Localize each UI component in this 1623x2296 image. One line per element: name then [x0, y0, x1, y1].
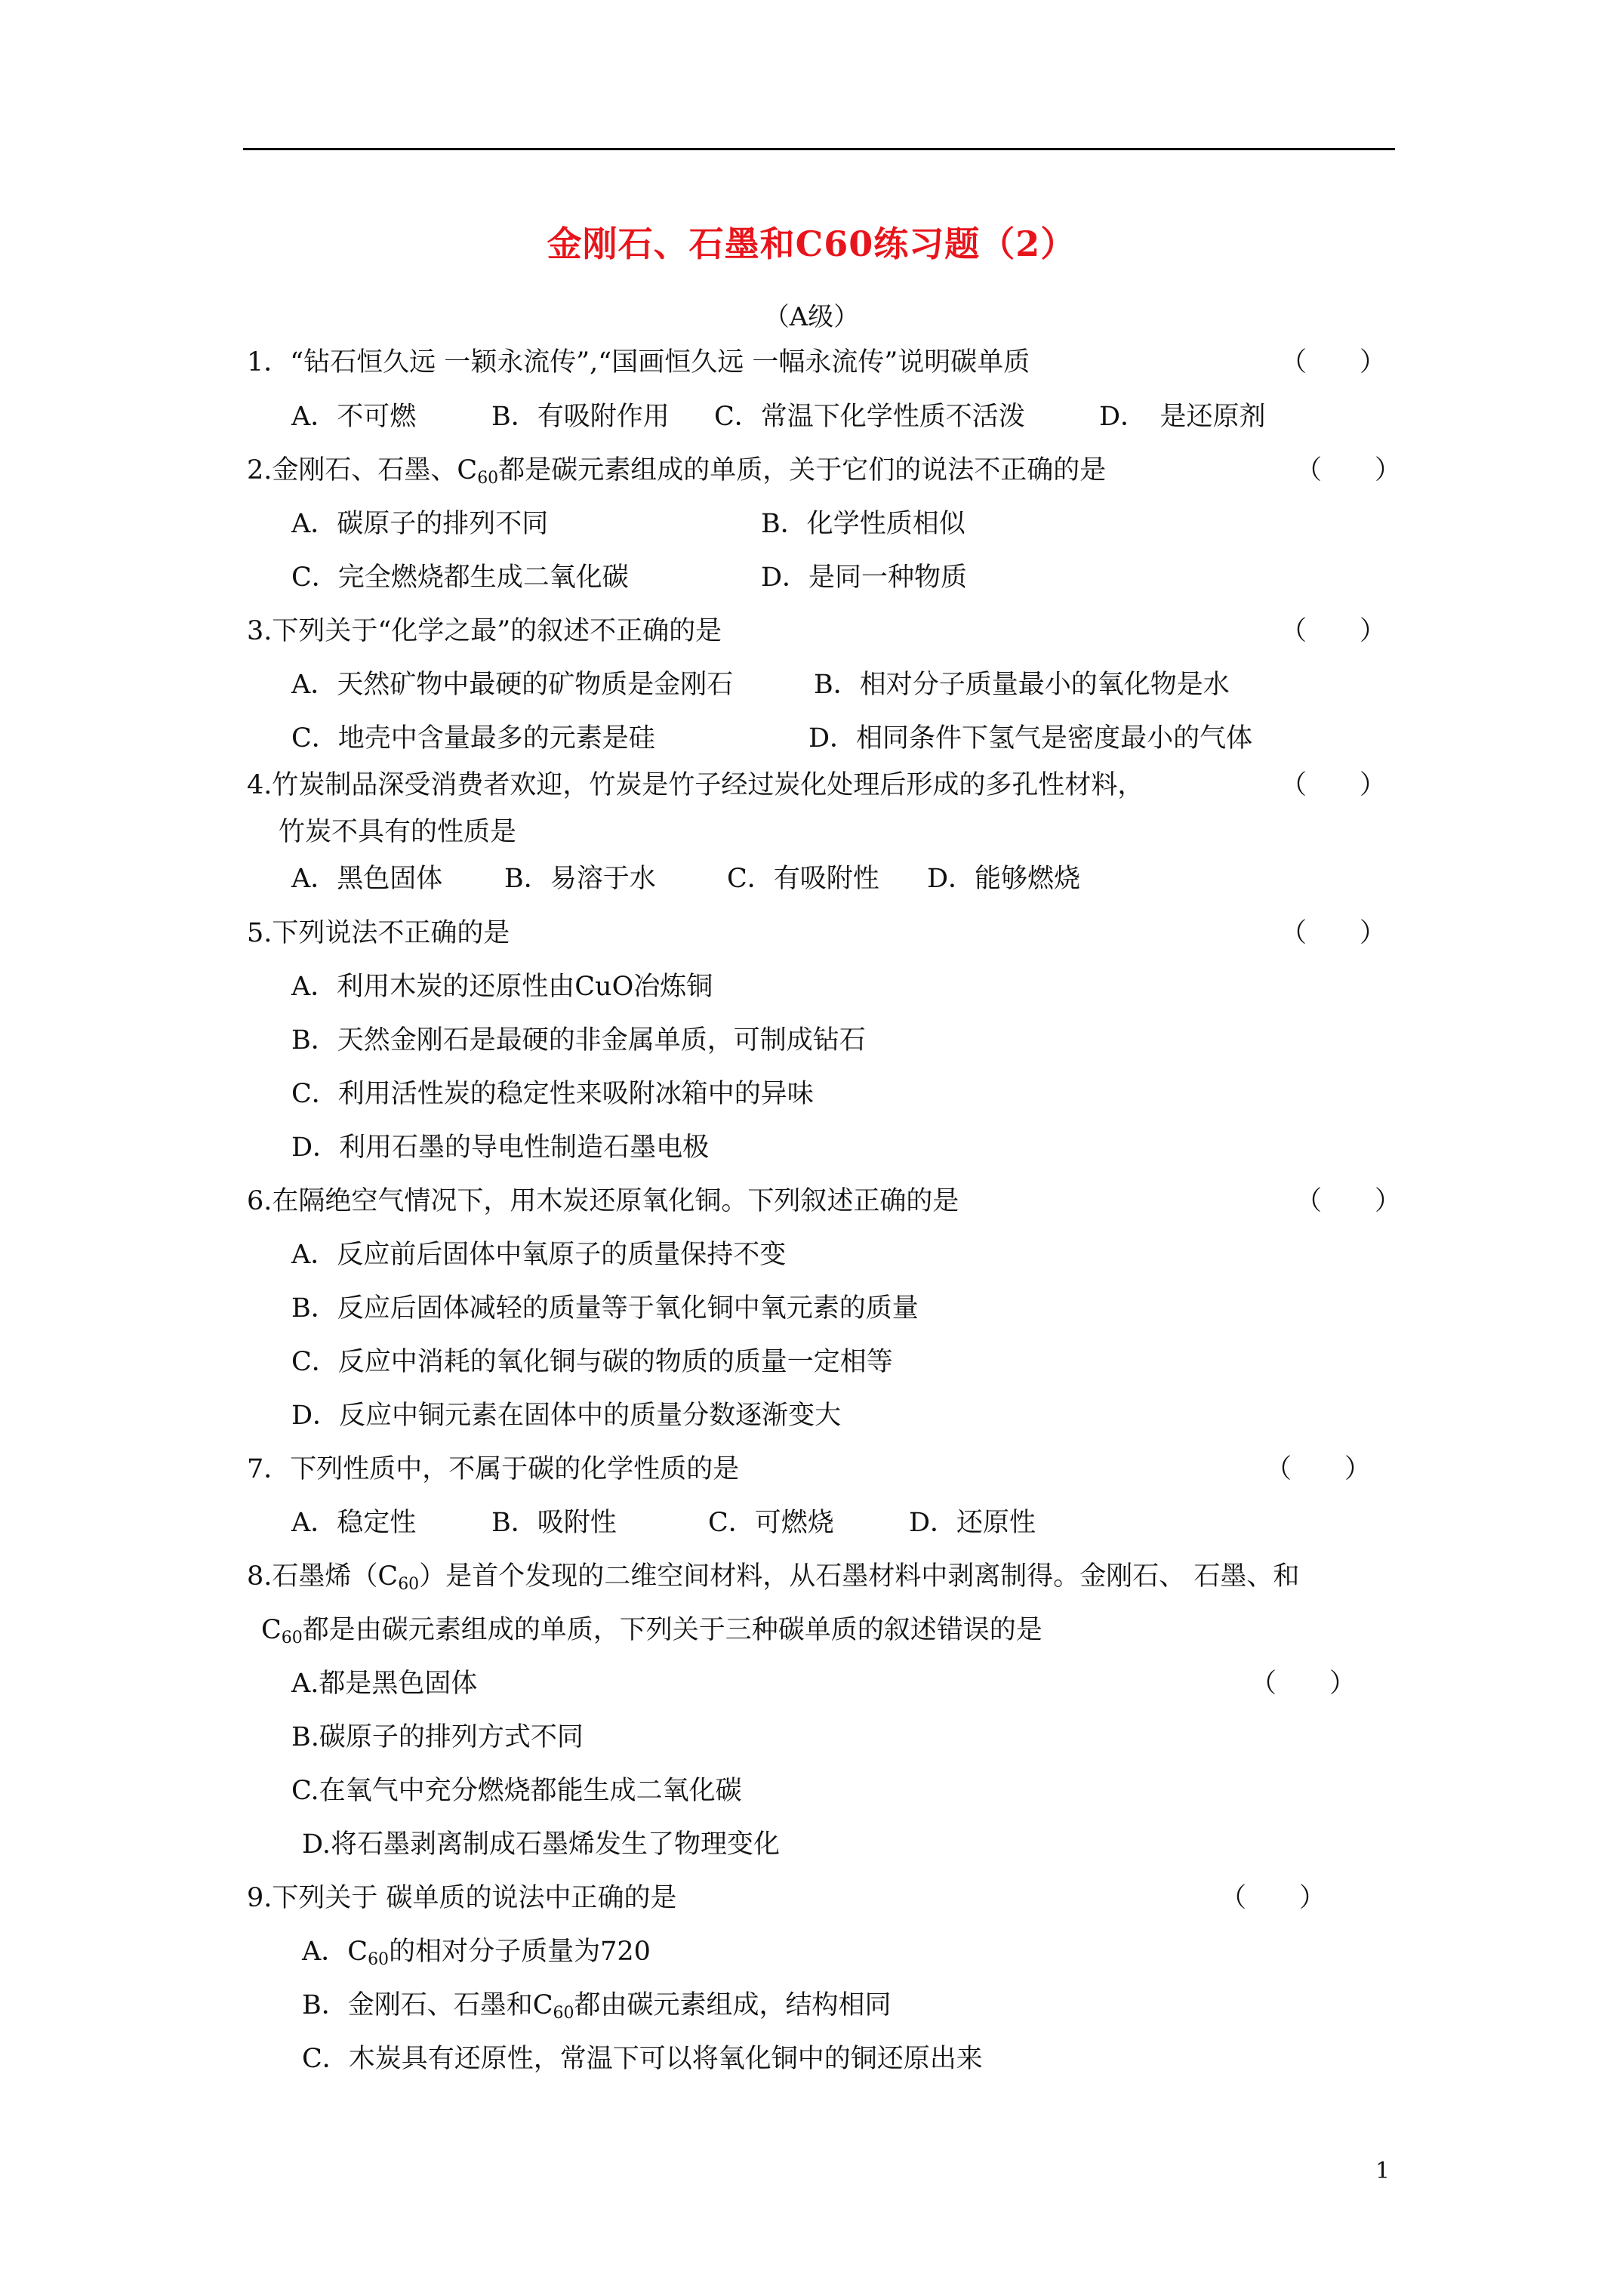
- q8-option-b: B.碳原子的排列方式不同: [291, 1722, 584, 1752]
- question-5-stem: 5.下列说法不正确的是: [247, 918, 510, 948]
- question-1-answer-blank: （ ）: [1280, 347, 1387, 378]
- q1-option-d: D． 是还原剂: [1099, 402, 1266, 432]
- question-6-stem: 6.在隔绝空气情况下，用木炭还原氧化铜。下列叙述正确的是: [247, 1186, 959, 1216]
- question-9-stem: 9.下列关于 碳单质的说法中正确的是: [247, 1883, 677, 1913]
- q3-option-d: D．相同条件下氢气是密度最小的气体: [808, 723, 1253, 754]
- q9-option-b: B．金刚石、石墨和$C_{60}$都由碳元素组成，结构相同: [302, 1990, 892, 2023]
- q5-option-c: C．利用活性炭的稳定性来吸附冰箱中的异味: [291, 1079, 814, 1109]
- question-2-stem: 2.金刚石、石墨、$C_{60}$都是碳元素组成的单质，关于它们的说法不正确的是: [247, 455, 1107, 488]
- question-8-stem-line-2: $C_{60}$都是由碳元素组成的单质，下列关于三种碳单质的叙述错误的是: [261, 1615, 1042, 1647]
- q6-option-b: B．反应后固体减轻的质量等于氧化铜中氧元素的质量: [291, 1293, 919, 1324]
- q5-option-b: B．天然金刚石是最硬的非金属单质，可制成钻石: [291, 1025, 866, 1056]
- question-4-stem-line-1: 4.竹炭制品深受消费者欢迎，竹炭是竹子经过炭化处理后形成的多孔性材料，: [247, 770, 1144, 800]
- header-rule: [243, 148, 1395, 150]
- q6-option-d: D．反应中铜元素在固体中的质量分数逐渐变大: [291, 1401, 842, 1431]
- q5-option-d: D．利用石墨的导电性制造石墨电极: [291, 1133, 710, 1163]
- q1-option-a: A．不可燃: [291, 402, 417, 432]
- level-label: （A级）: [763, 302, 860, 332]
- question-3-stem: 3.下列关于“化学之最”的叙述不正确的是: [247, 616, 722, 646]
- q4-option-b: B．易溶于水: [504, 864, 656, 894]
- q8-option-c: C.在氧气中充分燃烧都能生成二氧化碳: [291, 1776, 742, 1806]
- question-6-answer-blank: （ ）: [1295, 1186, 1402, 1216]
- question-5-answer-blank: （ ）: [1280, 918, 1387, 948]
- q5-option-a: A．利用木炭的还原性由CuO冶炼铜: [291, 972, 713, 1002]
- q1-option-b: B．有吸附作用: [491, 402, 670, 432]
- q9-option-a: A．$C_{60}$的相对分子质量为720: [302, 1937, 651, 1969]
- q2-option-b: B．化学性质相似: [761, 509, 965, 539]
- q3-option-c: C．地壳中含量最多的元素是硅: [291, 723, 655, 754]
- q7-option-a: A．稳定性: [291, 1508, 417, 1538]
- q7-option-b: B．吸附性: [491, 1508, 617, 1538]
- question-9-answer-blank: （ ）: [1220, 1883, 1326, 1913]
- q8-option-d: D.将石墨剥离制成石墨烯发生了物理变化: [302, 1829, 780, 1860]
- q6-option-a: A．反应前后固体中氧原子的质量保持不变: [291, 1240, 787, 1270]
- q4-option-c: C．有吸附性: [727, 864, 879, 894]
- question-2-answer-blank: （ ）: [1295, 455, 1402, 485]
- question-8-answer-blank: （ ）: [1250, 1669, 1357, 1699]
- question-3-answer-blank: （ ）: [1280, 616, 1387, 646]
- question-7-stem: 7．下列性质中，不属于碳的化学性质的是: [247, 1454, 740, 1484]
- question-4-answer-blank: （ ）: [1280, 770, 1387, 800]
- page-number: 1: [1375, 2158, 1390, 2184]
- question-7-answer-blank: （ ）: [1265, 1454, 1372, 1484]
- page-title: 金刚石、石墨和C60练习题（2）: [547, 223, 1076, 264]
- question-8-stem-line-1: 8.石墨烯$(C_{60})$是首个发现的二维空间材料，从石墨材料中剥离制得。金刚石、 石墨、和: [247, 1561, 1300, 1594]
- q2-option-a: A．碳原子的排列不同: [291, 509, 549, 539]
- question-1-stem: 1．“钻石恒久远 一颖永流传”,“国画恒久远 一幅永流传”说明碳单质: [247, 347, 1030, 378]
- q2-option-c: C．完全燃烧都生成二氧化碳: [291, 562, 629, 593]
- q4-option-a: A．黑色固体: [291, 864, 443, 894]
- q1-option-c: C．常温下化学性质不活泼: [714, 402, 1025, 432]
- q8-option-a: A.都是黑色固体: [291, 1669, 478, 1699]
- q7-option-c: C．可燃烧: [708, 1508, 834, 1538]
- q4-option-d: D．能够燃烧: [927, 864, 1081, 894]
- q3-option-a: A．天然矿物中最硬的矿物质是金刚石: [291, 670, 734, 700]
- q6-option-c: C．反应中消耗的氧化铜与碳的物质的质量一定相等: [291, 1347, 893, 1377]
- q7-option-d: D．还原性: [909, 1508, 1036, 1538]
- q3-option-b: B．相对分子质量最小的氧化物是水: [814, 670, 1230, 700]
- q9-option-c: C．木炭具有还原性，常温下可以将氧化铜中的铜还原出来: [302, 2044, 983, 2074]
- q2-option-d: D．是同一种物质: [761, 562, 968, 593]
- question-4-stem-line-2: 竹炭不具有的性质是: [279, 817, 517, 847]
